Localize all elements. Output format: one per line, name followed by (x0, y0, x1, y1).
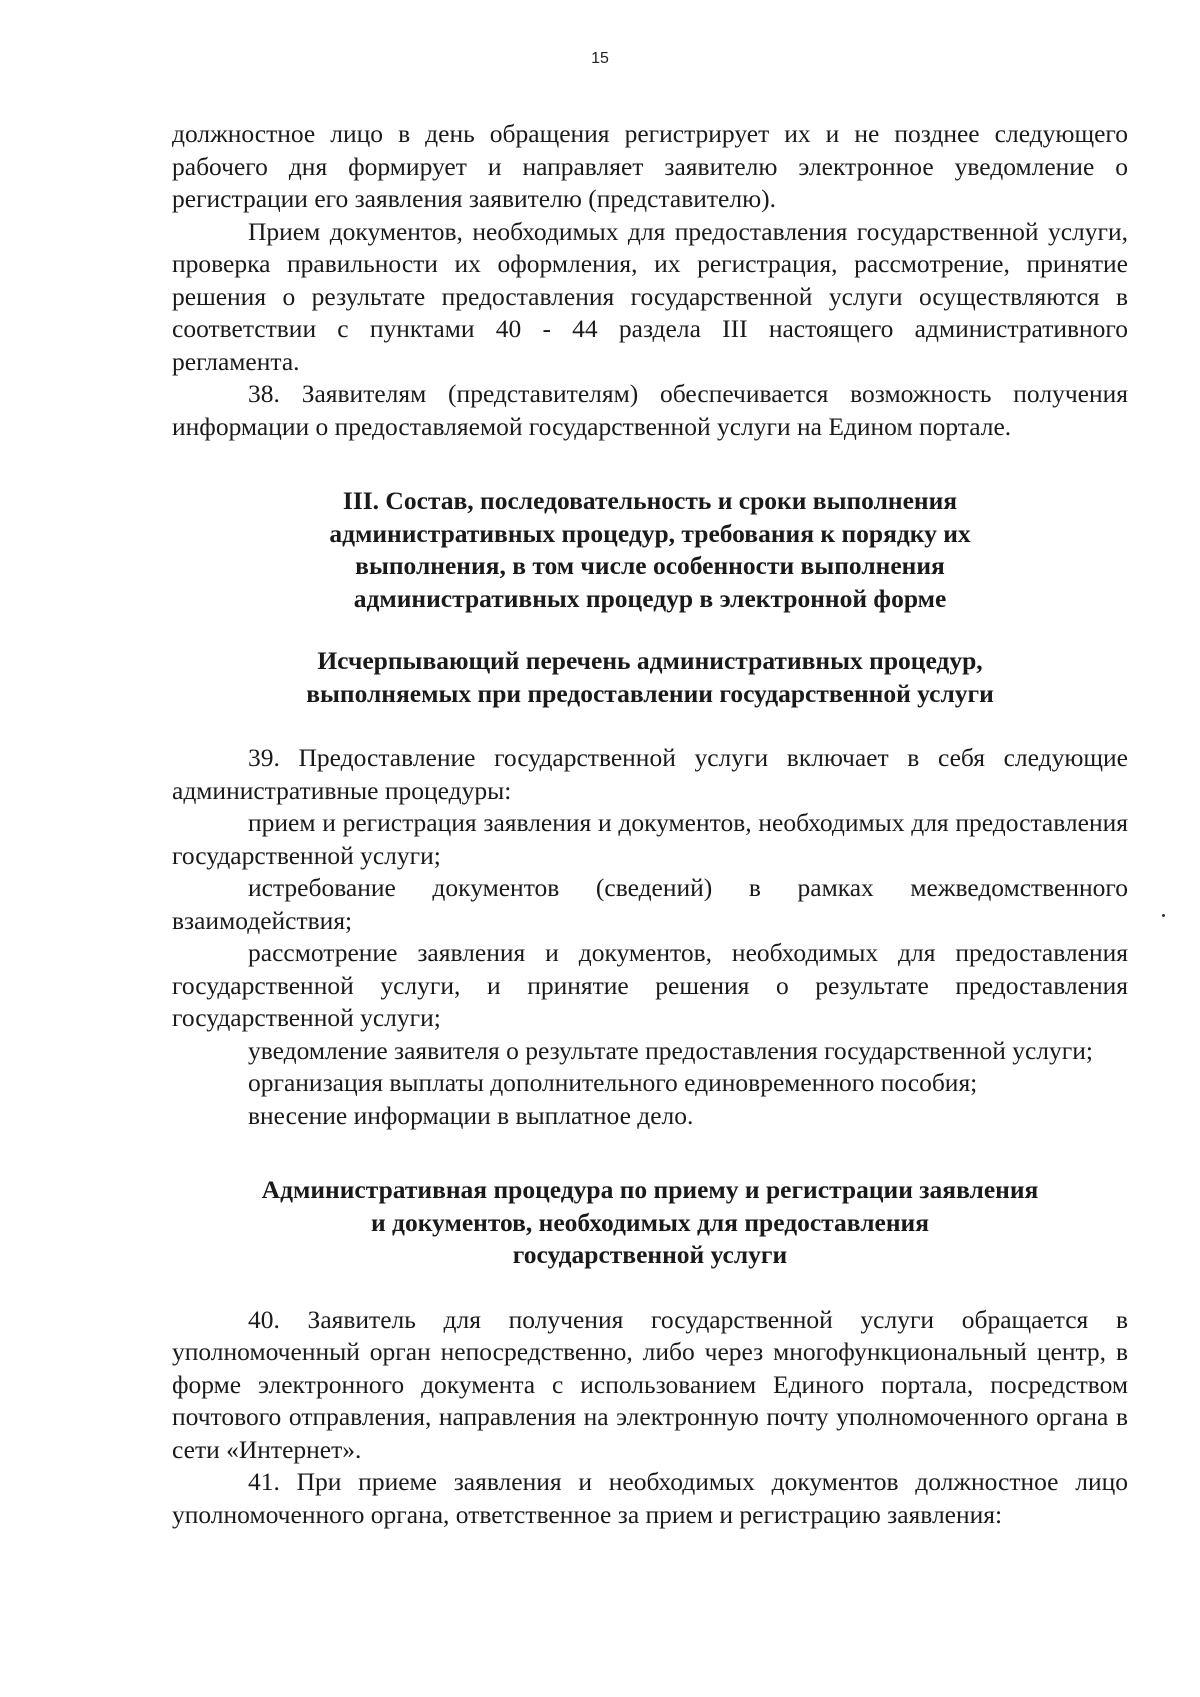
subheading-line: и документов, необходимых для предоставления (370, 1207, 930, 1237)
list-item: прием и регистрация заявления и документов, необходимых для предоставления государственной услуги; (172, 808, 1128, 870)
subheading-procedures-list (172, 645, 1128, 710)
list-item: внесение информации в выплатное дело. (248, 1100, 694, 1130)
list-item: уведомление заявителя о результате предоставления государственной услуги; (248, 1035, 1093, 1065)
section-heading (172, 485, 1128, 615)
section-heading-line: выполнения, в том числе особенности выполнения (355, 551, 945, 580)
subheading-line: Административная процедура по приему и регистрации заявления (261, 1175, 1039, 1204)
paragraph-40: 40. Заявитель для получения государственной услуги обращается в уполномоченный орган непосредственно, либо через многофункциональный центр, в форме электронного документа с использованием Единого портала, посредством почтового отправления, направления на электронную почту уполномоченного органа в сети «Интернет». (172, 1304, 1128, 1464)
paragraph: Прием документов, необходимых для предоставления государственной услуги, проверка правильности их оформления, их регистрация, рассмотрение, принятие решения о результате предоставления государственной услуги осуществляются в соответствии с пунктами 40 - 44 раздела III настоящего административного регламента. (172, 216, 1128, 376)
list-item: истребование документов (сведений) в рамках межведомственного взаимодействия; (172, 873, 1128, 935)
section-heading-line: административных процедур в электронной форме (353, 583, 947, 613)
paragraph: должностное лицо в день обращения регистрирует их и не позднее следующего рабочего дня формирует и направляет заявителю электронное уведомление о регистрации его заявления заявителю (представителю). (172, 119, 1128, 213)
list-item: рассмотрение заявления и документов, необходимых для предоставления государственной услуги, и принятие решения о результате предоставления государственной услуги; (172, 938, 1128, 1032)
section-heading-line: административных процедур, требования к порядку их (329, 518, 971, 548)
scan-speck (1162, 914, 1165, 917)
subheading-line: выполняемых при предоставлении государственной услуги (306, 678, 994, 708)
document-body (172, 118, 1128, 1531)
list-item: организация выплаты дополнительного единовременного пособия; (248, 1068, 978, 1097)
page-number: 15 (591, 50, 609, 67)
paragraph-38: 38. Заявителям (представителям) обеспечивается возможность получения информации о предоставляемой государственной услуги на Едином портале. (172, 379, 1128, 441)
subheading-line: Исчерпывающий перечень административных процедур, (317, 646, 983, 675)
paragraph-39: 39. Предоставление государственной услуги включает в себя следующие административные процедуры: (172, 743, 1128, 805)
subheading-registration-procedure (172, 1174, 1128, 1272)
paragraph-41: 41. При приеме заявления и необходимых документов должностное лицо уполномоченного органа, ответственное за прием и регистрацию заявления: (172, 1467, 1128, 1529)
subheading-line: государственной услуги (512, 1240, 788, 1269)
section-heading-line: III. Состав, последовательность и сроки выполнения (342, 486, 958, 515)
